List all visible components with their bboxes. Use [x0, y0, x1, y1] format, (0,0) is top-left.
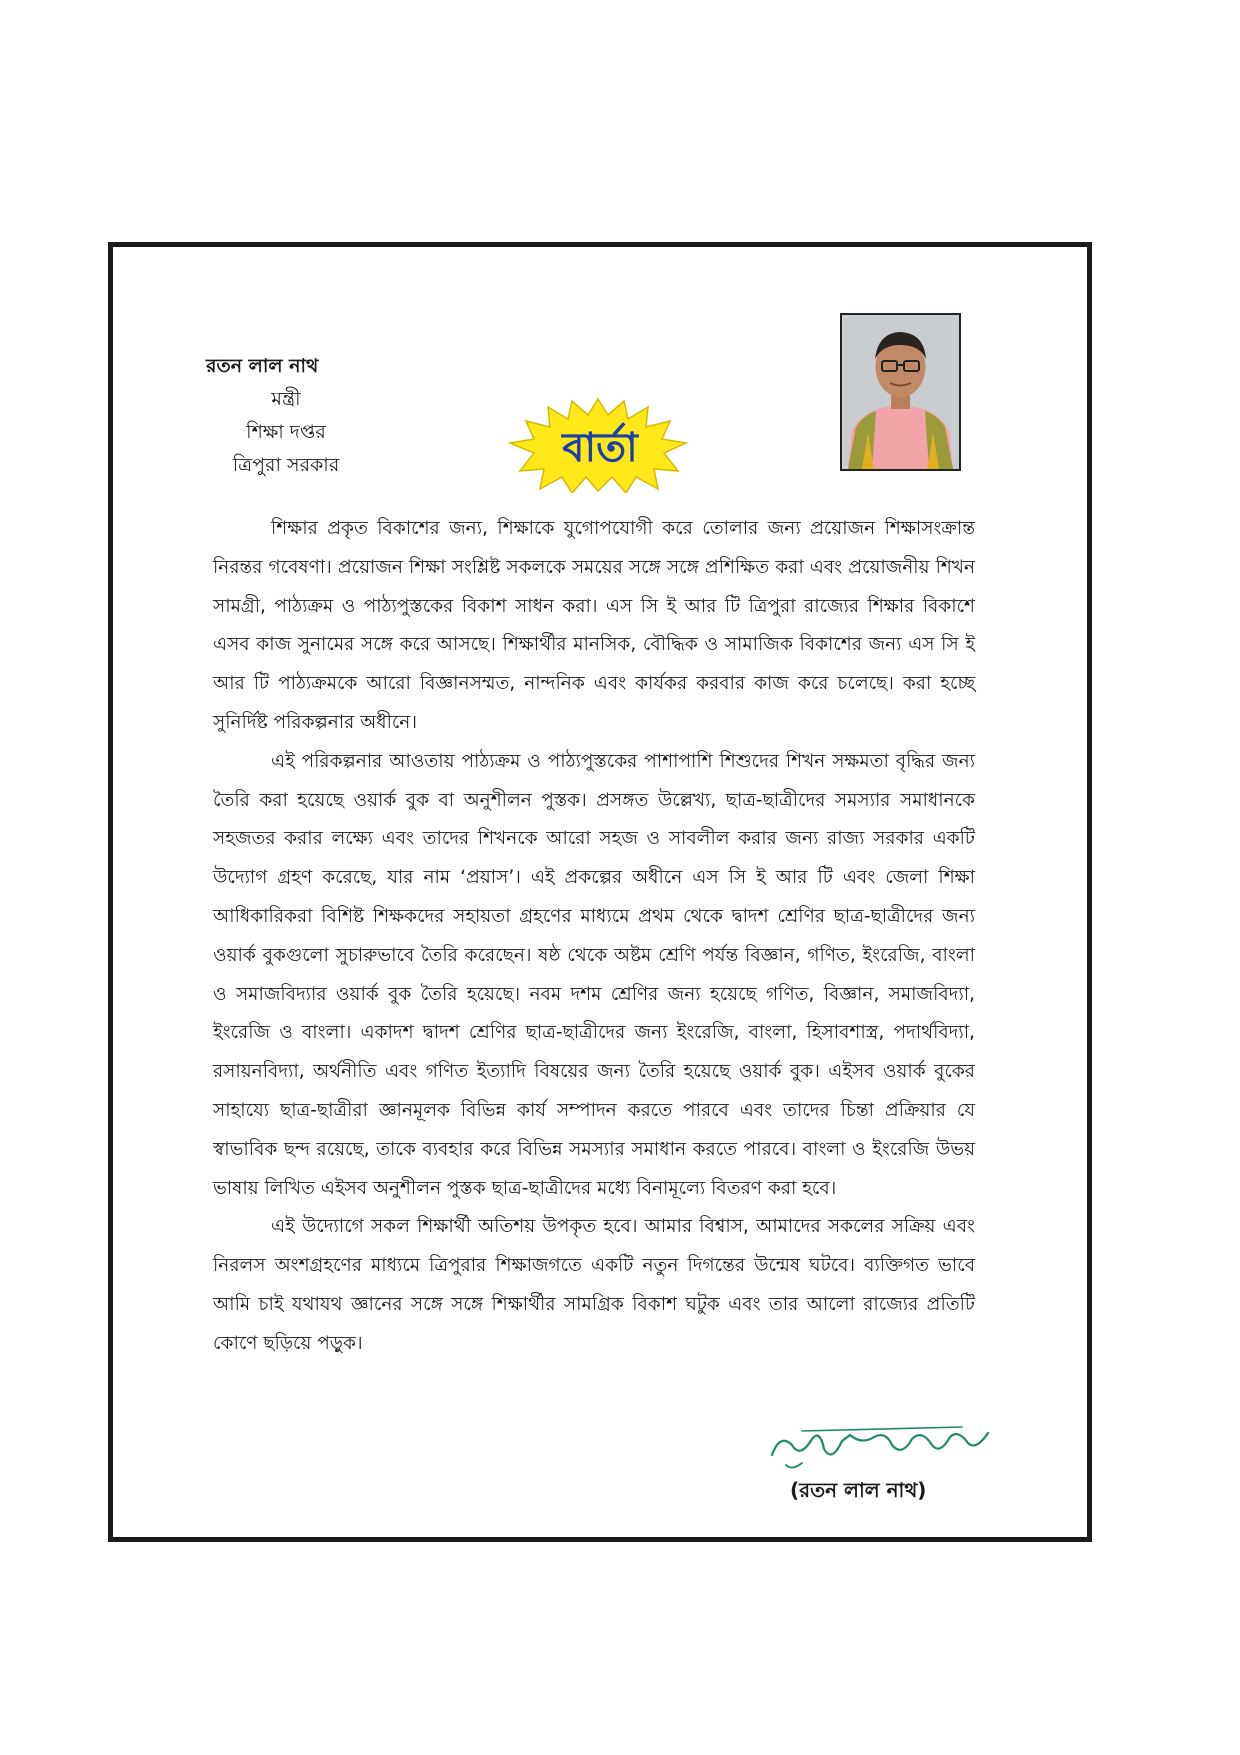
signatory-name: (রতন লাল নাথ): [790, 1478, 927, 1502]
handwritten-signature: [762, 1415, 1002, 1475]
message-badge: [508, 397, 688, 493]
badge-title: বার্তা: [562, 425, 638, 471]
sender-block: [206, 350, 366, 482]
sender-government: ত্রিপুরা সরকার: [232, 454, 340, 476]
sender-name: রতন লাল নাথ: [206, 355, 319, 377]
sender-department: শিক্ষা দপ্তর: [246, 421, 326, 443]
portrait-photo-icon: [842, 315, 959, 469]
minister-photo: [840, 313, 961, 471]
message-paragraph-3: এই উদ্যোগে সকল শিক্ষার্থী অতিশয় উপকৃত হবে। আমার বিশ্বাস, আমাদের সকলের সক্রিয় এবং নিরলস অংশগ্রহণের মাধ্যমে ত্রিপুরার শিক্ষাজগতে একটি নতুন দিগন্তের উন্মেষ ঘটবে। ব্যক্তিগত ভাবে আমি চাই যথাযথ জ্ঞানের সঙ্গে সঙ্গে শিক্ষার্থীর সামগ্রিক বিকাশ ঘটুক এবং তার আলো রাজ্যের প্রতিটি কোণে ছড়িয়ে পড়ুক।: [213, 1216, 975, 1354]
message-paragraph-2: এই পরিকল্পনার আওতায় পাঠ্যক্রম ও পাঠ্যপুস্তকের পাশাপাশি শিশুদের শিখন সক্ষমতা বৃদ্ধির জন্য তৈরি করা হয়েছে ওয়ার্ক বুক বা অনুশীলন পুস্তক। প্রসঙ্গত উল্লেখ্য, ছাত্র-ছাত্রীদের সমস্যার সমাধানকে সহজতর করার লক্ষ্যে এবং তাদের শিখনকে আরো সহজ ও সাবলীল করার জন্য রাজ্য সরকার একটি উদ্যোগ গ্রহণ করেছে, যার নাম ‘প্রয়াস’। এই প্রকল্পের অধীনে এস সি ই আর টি এবং জেলা শিক্ষা আধিকারিকরা বিশিষ্ট শিক্ষকদের সহায়তা গ্রহণের মাধ্যমে প্রথম থেকে দ্বাদশ শ্রেণির ছাত্র-ছাত্রীদের জন্য ওয়ার্ক বুকগুলো সুচারুভাবে তৈরি করেছেন। ষষ্ঠ থেকে অষ্টম শ্রেণি পর্যন্ত বিজ্ঞান, গণিত, ইংরেজি, বাংলা ও সমাজবিদ্যার ওয়ার্ক বুক তৈরি হয়েছে। নবম দশম শ্রেণির জন্য হয়েছে গণিত, বিজ্ঞান, সমাজবিদ্যা, ইংরেজি ও বাংলা। একাদশ দ্বাদশ শ্রেণির ছাত্র-ছাত্রীদের জন্য ইংরেজি, বাংলা, হিসাবশাস্ত্র, পদার্থবিদ্যা, রসায়নবিদ্যা, অর্থনীতি এবং গণিত ইত্যাদি বিষয়ের জন্য তৈরি হয়েছে ওয়ার্ক বুক। এইসব ওয়ার্ক বুকের সাহায্যে ছাত্র-ছাত্রীরা জ্ঞানমূলক বিভিন্ন কার্য সম্পাদন করতে পারবে এবং তাদের চিন্তা প্রক্রিয়ার যে স্বাভাবিক ছন্দ রয়েছে, তাকে ব্যবহার করে বিভিন্ন সমস্যার সমাধান করতে পারবে। বাংলা ও ইংরেজি উভয় ভাষায় লিখিত এইসব অনুশীলন পুস্তক ছাত্র-ছাত্রীদের মধ্যে বিনামূল্যে বিতরণ করা হবে।: [213, 750, 975, 1199]
message-paragraph-1: শিক্ষার প্রকৃত বিকাশের জন্য, শিক্ষাকে যুগোপযোগী করে তোলার জন্য প্রয়োজন শিক্ষাসংক্রান্ত নিরন্তর গবেষণা। প্রয়োজন শিক্ষা সংশ্লিষ্ট সকলকে সময়ের সঙ্গে সঙ্গে প্রশিক্ষিত করা এবং প্রয়োজনীয় শিখন সামগ্রী, পাঠ্যক্রম ও পাঠ্যপুস্তকের বিকাশ সাধন করা। এস সি ই আর টি ত্রিপুরা রাজ্যের শিক্ষার বিকাশে এসব কাজ সুনামের সঙ্গে করে আসছে। শিক্ষার্থীর মানসিক, বৌদ্ধিক ও সামাজিক বিকাশের জন্য এস সি ই আর টি পাঠ্যক্রমকে আরো বিজ্ঞানসম্মত, নান্দনিক এবং কার্যকর করবার কাজ করে চলেছে। করা হচ্ছে সুনির্দিষ্ট পরিকল্পনার অধীনে।: [213, 518, 975, 733]
sender-designation: মন্ত্রী: [271, 388, 301, 410]
message-body: [213, 510, 975, 1364]
